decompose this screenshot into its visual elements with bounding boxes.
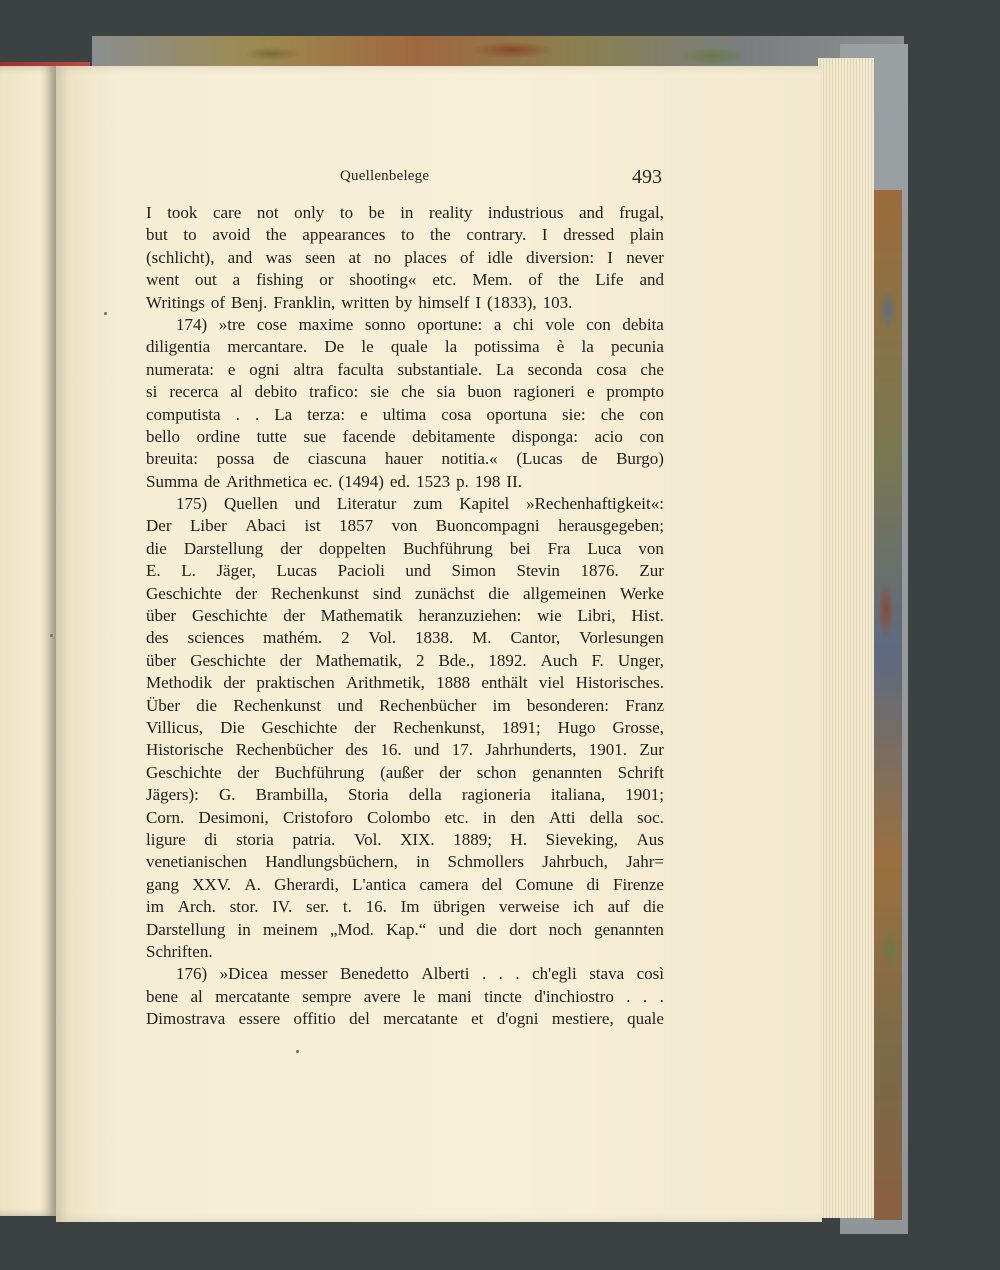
text-line: computista . . La terza: e ultima cosa oportuna sie: che con [146, 404, 664, 424]
text-line: ligure di storia patria. Vol. XIX. 1889; H. Sieveking, Aus [146, 829, 664, 849]
text-line: Geschichte der Buchführung (außer der schon genannten Schrift [146, 762, 664, 782]
text-line: went out a fishing or shooting« etc. Mem. of the Life and [146, 270, 664, 290]
text-line: breuita: possa de ciascuna hauer notitia.« (Lucas de Burgo) [146, 449, 664, 469]
paper-speck [296, 1050, 299, 1053]
page-number: 493 [632, 166, 662, 188]
text-line: Dimostrava essere offitio del mercatante et d'ogni mestiere, quale [146, 1009, 664, 1029]
text-line: Historische Rechenbücher des 16. und 17. Jahrhunderts, 1901. Zur [146, 740, 664, 760]
text-line: I took care not only to be in reality industrious and frugal, [146, 203, 664, 222]
body-text [146, 202, 664, 1030]
text-line: 174) »tre cose maxime sonno oportune: a chi vole con debita [176, 314, 664, 334]
book-cover-marbled-edge-right [874, 190, 902, 1220]
text-line: des sciences mathém. 2 Vol. 1838. M. Cantor, Vorlesungen [146, 628, 664, 648]
text-line: Corn. Desimoni, Cristoforo Colombo etc. in den Atti della soc. [146, 807, 664, 827]
text-line: Writings of Benj. Franklin, written by himself I (1833), 103. [146, 292, 573, 312]
text-line: gang XXV. A. Gherardi, L'antica camera del Comune di Firenze [146, 874, 664, 894]
text-line: über Geschichte der Mathematik heranzuziehen: wie Libri, Hist. [146, 606, 664, 626]
paper-speck [104, 312, 107, 315]
text-line: Geschichte der Rechenkunst sind zunächst die allgemeinen Werke [146, 583, 664, 603]
page-stack-edge [818, 58, 874, 1218]
text-line: 175) Quellen und Literatur zum Kapitel »Rechenhaftigkeit«: [176, 494, 664, 514]
text-line: Methodik der praktischen Arithmetik, 1888 enthält viel Historisches. [146, 673, 664, 693]
text-line: venetianischen Handlungsbüchern, in Schmollers Jahrbuch, Jahr= [146, 852, 664, 872]
text-line: Der Liber Abaci ist 1857 von Buoncompagni herausgegeben; [146, 516, 664, 536]
running-head: Quellenbelege [340, 168, 430, 184]
text-line: Villicus, Die Geschichte der Rechenkunst, 1891; Hugo Grosse, [146, 717, 664, 737]
text-line: 176) »Dicea messer Benedetto Alberti . . . ch'egli stava così [176, 964, 664, 984]
left-page-edge [0, 66, 56, 1216]
text-line: bello ordine tutte sue facende debitamente disponga: acio con [146, 426, 664, 446]
text-line: E. L. Jäger, Lucas Pacioli und Simon Stevin 1876. Zur [146, 561, 664, 581]
text-line: Jägers): G. Brambilla, Storia della ragioneria italiana, 1901; [146, 785, 664, 805]
text-line: die Darstellung der doppelten Buchführung bei Fra Luca von [146, 538, 664, 558]
paper-speck [50, 634, 53, 637]
text-line: si recerca al debito trafico: sie che sia buon ragioneri e prompto [146, 382, 664, 402]
text-line: über Geschichte der Mathematik, 2 Bde., 1892. Auch F. Unger, [146, 650, 664, 670]
text-line: Schriften. [146, 941, 213, 961]
text-line: (schlicht), and was seen at no places of idle diversion: I never [146, 247, 664, 267]
text-line: im Arch. stor. IV. ser. t. 16. Im übrigen verweise ich auf die [146, 897, 664, 917]
text-line: Darstellung in meinem „Mod. Kap.“ und die dort noch genannten [146, 919, 664, 939]
text-line: but to avoid the appearances to the contrary. I dressed plain [146, 225, 664, 245]
text-line: numerata: e ogni altra faculta substantiale. La seconda cosa che [146, 359, 664, 379]
text-line: Über die Rechenkunst und Rechenbücher im besonderen: Franz [146, 695, 664, 715]
text-line: Summa de Arithmetica ec. (1494) ed. 1523 p. 198 II. [146, 471, 522, 491]
text-line: bene al mercatante sempre avere le mani tincte d'inchiostro . . . [146, 986, 664, 1006]
text-line: diligentia mercantare. De le quale la potissima è la pecunia [146, 337, 664, 357]
